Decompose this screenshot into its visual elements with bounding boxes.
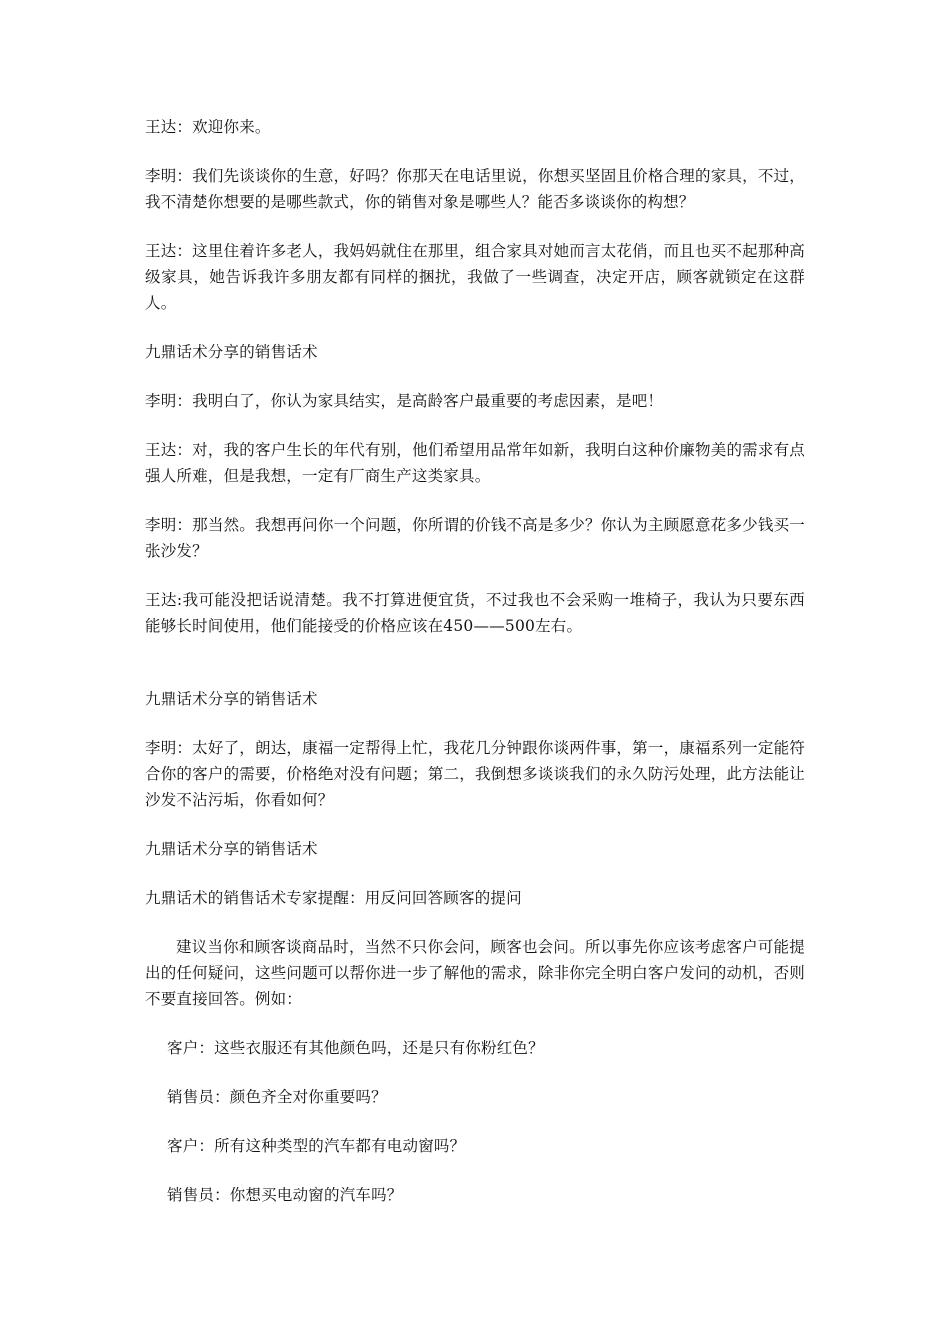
dialog-line-customer: 客户：所有这种类型的汽车都有电动窗吗？ (167, 1137, 466, 1155)
section-heading: 九鼎话术分享的销售话术 (145, 840, 318, 858)
paragraph-liming-2: 李明：我明白了，你认为家具结实，是高龄客户最重要的考虑因素，是吧！ (145, 392, 664, 410)
paragraph-liming-3: 李明：那当然。我想再问你一个问题，你所谓的价钱不高是多少？你认为主顾愿意花多少钱买一张沙发？ (145, 516, 805, 560)
dialog-line-customer: 客户：这些衣服还有其他颜色吗，还是只有你粉红色？ (167, 1039, 544, 1057)
paragraph-wangda-3: 王达:我可能没把话说清楚。我不打算进便宜货，不过我也不会采购一堆椅子，我认为只要东西能够长时间使用，他们能接受的价格应该在450——500左右。 (145, 591, 805, 635)
section-heading: 九鼎话术分享的销售话术 (145, 690, 318, 708)
paragraph-liming-4: 李明：太好了，朗达，康福一定帮得上忙，我花几分钟跟你谈两件事，第一，康福系列一定能符合你的客户的需要，价格绝对没有问题；第二，我倒想多谈谈我们的永久防污处理，此方法能让沙发不沾污垢，你看如何？ (145, 739, 805, 809)
advice-paragraph: 建议当你和顾客谈商品时，当然不只你会问，顾客也会问。所以事先你应该考虑客户可能提出的任何疑问，这些问题可以帮你进一步了解他的需求，除非你完全明白客户发问的动机，否则不要直接回答。例如： (145, 938, 805, 1008)
expert-tip-heading: 九鼎话术的销售话术专家提醒：用反问回答顾客的提问 (145, 889, 522, 907)
dialog-line-salesperson: 销售员：你想买电动窗的汽车吗？ (167, 1186, 403, 1204)
dialog-line-salesperson: 销售员：颜色齐全对你重要吗？ (167, 1088, 387, 1106)
paragraph-wangda-1: 王达：这里住着许多老人，我妈妈就住在那里，组合家具对她而言太花俏，而且也买不起那种高级家具，她告诉我许多朋友都有同样的捆扰，我做了一些调查，决定开店，顾客就锁定在这群人。 (145, 242, 805, 312)
paragraph-wangda-2: 王达：对，我的客户生长的年代有别，他们希望用品常年如新，我明白这种价廉物美的需求有点强人所难，但是我想，一定有厂商生产这类家具。 (145, 441, 805, 485)
paragraph-greeting: 王达：欢迎你来。 (145, 118, 271, 136)
section-heading: 九鼎话术分享的销售话术 (145, 343, 318, 361)
document-page (145, 114, 805, 1208)
paragraph-liming-1: 李明：我们先谈谈你的生意，好吗？你那天在电话里说，你想买坚固且价格合理的家具，不过，我不清楚你想要的是哪些款式，你的销售对象是哪些人？能否多谈谈你的构想？ (145, 167, 805, 211)
